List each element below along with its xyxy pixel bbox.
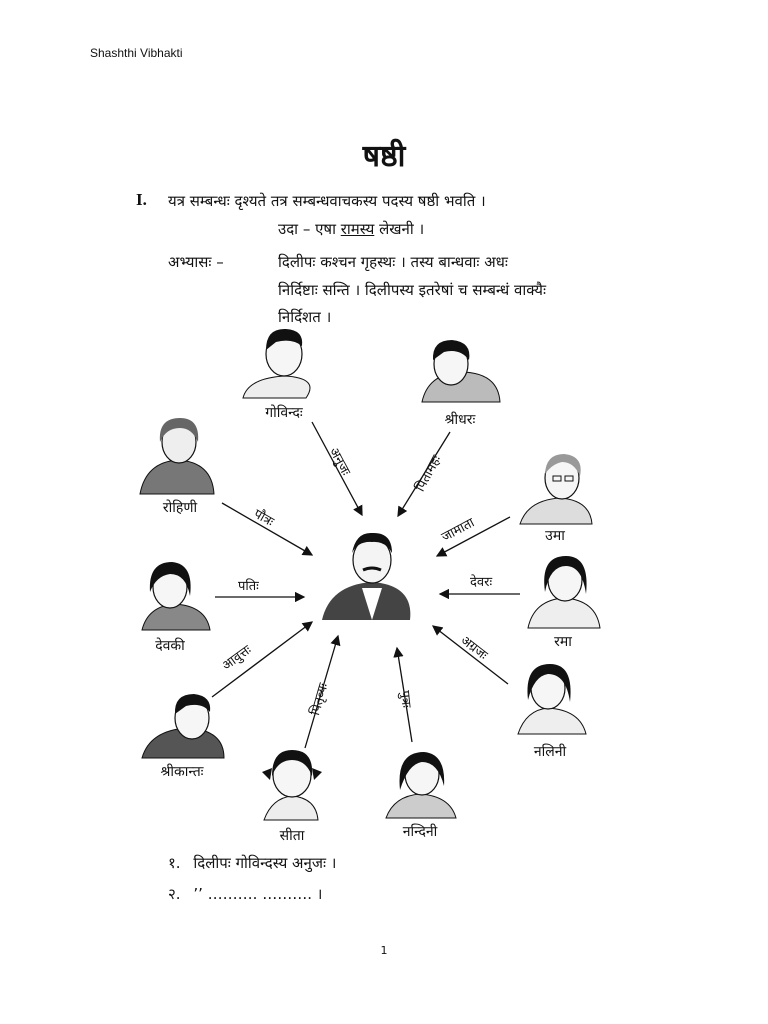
exercise-line-3: निर्दिशत । xyxy=(278,308,332,326)
relation-devaki: पतिः xyxy=(238,579,259,594)
name-shridhara: श्रीधरः xyxy=(444,412,476,428)
portrait-nalini xyxy=(518,664,586,734)
section-number: I. xyxy=(136,190,147,209)
answer-line-1 xyxy=(168,853,336,873)
page-header: Shashthi Vibhakti xyxy=(90,46,183,60)
name-shrikanta: श्रीकान्तः xyxy=(160,764,204,780)
name-sita: सीता xyxy=(279,828,305,844)
name-govinda: गोविन्दः xyxy=(265,405,303,421)
portrait-uma xyxy=(520,454,592,524)
portrait-rohini xyxy=(140,418,214,494)
exercise-line-2: निर्दिष्टाः सन्ति । दिलीपस्य इतरेषां च सम्बन्धं वाक्यैः xyxy=(278,281,547,299)
example-suffix: लेखनी । xyxy=(379,220,425,238)
answer-number-1: १. xyxy=(168,854,181,872)
name-rama: रमा xyxy=(554,634,572,650)
relation-rohini: पौत्रः xyxy=(250,506,277,530)
name-nandini: नन्दिनी xyxy=(402,824,438,840)
portrait-shrikanta xyxy=(142,694,224,758)
exercise-label: अभ्यासः – xyxy=(168,253,224,271)
example-underlined-word: रामस्य xyxy=(340,220,375,238)
relation-rama: देवरः xyxy=(470,575,493,590)
portrait-rama xyxy=(528,556,600,628)
name-devaki: देवकी xyxy=(155,638,185,654)
page-title: षष्ठी xyxy=(362,139,406,174)
relation-shridhara: पितामहः xyxy=(413,453,445,495)
page-number: 1 xyxy=(380,944,388,957)
answer-line-2 xyxy=(168,884,322,904)
answer-number-2: २. xyxy=(168,885,181,903)
relation-govinda: अनुजः xyxy=(325,445,353,479)
relation-nandini: पुत्रः xyxy=(396,689,414,709)
center-portrait xyxy=(322,533,410,620)
example-prefix: उदा – एषा xyxy=(278,220,336,238)
relation-shrikanta: आवुत्तः xyxy=(219,642,255,674)
rule-text: यत्र सम्बन्धः दृश्यते तत्र सम्बन्धवाचकस्य पदस्य षष्ठी भवति । xyxy=(168,192,486,210)
portrait-shridhara xyxy=(422,340,500,402)
name-uma: उमा xyxy=(545,528,565,544)
portrait-nandini xyxy=(386,752,456,818)
exercise-line-1: दिलीपः कश्चन गृहस्थः । तस्य बान्धवाः अधः xyxy=(278,253,508,271)
relation-sita: पितृव्यः xyxy=(308,681,332,718)
answer-text-2: ’’ ………. ………. । xyxy=(193,885,323,903)
relation-nalini: अग्रजः xyxy=(457,633,491,664)
portrait-sita xyxy=(262,750,322,820)
portrait-devaki xyxy=(142,562,210,630)
name-nalini: नलिनी xyxy=(533,744,567,760)
portrait-govinda xyxy=(243,329,310,398)
name-rohini: रोहिणी xyxy=(162,500,198,516)
answer-text-1: दिलीपः गोविन्दस्य अनुजः । xyxy=(193,854,337,872)
relation-uma: जामाता xyxy=(439,515,478,546)
